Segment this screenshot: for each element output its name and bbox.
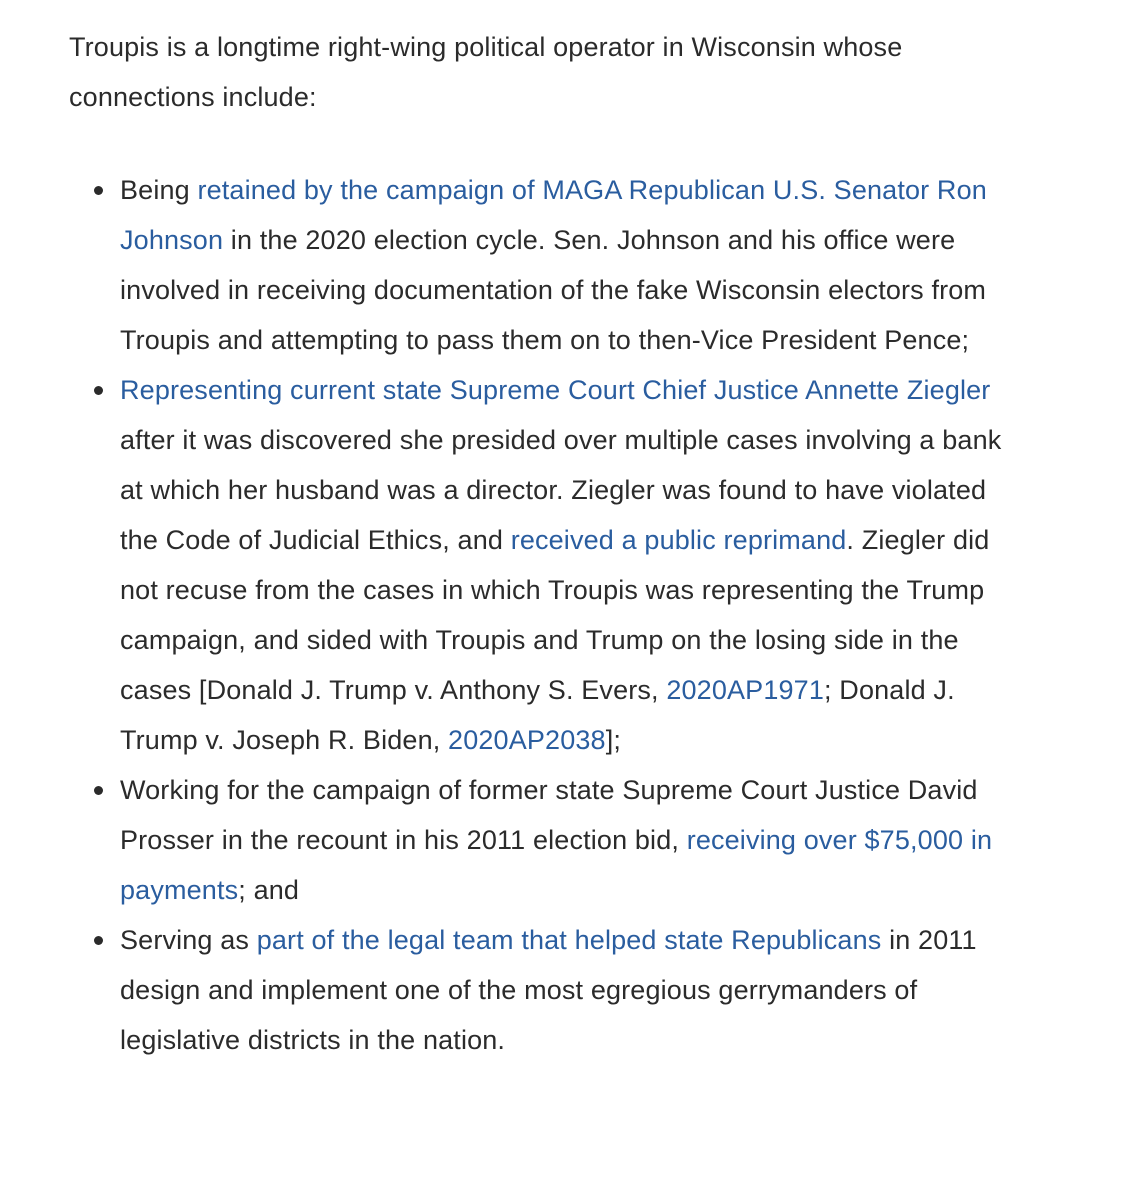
inline-link[interactable]: received a public reprimand — [510, 525, 847, 555]
list-item-text — [120, 365, 1030, 765]
text-segment: after it was discovered she presided over multiple cases involving a bank at which her husband was a director. Ziegler was found to have violated the Code of Judicial Ethics, and — [120, 425, 1002, 555]
text-segment: ; and — [238, 875, 300, 905]
text-segment: Serving as — [120, 925, 257, 955]
inline-link[interactable]: 2020AP2038 — [448, 725, 606, 755]
list-item — [69, 915, 1069, 1065]
connections-list — [69, 165, 1069, 1065]
text-segment: ; Donald J. Trump v. Joseph R. Biden, — [120, 675, 955, 755]
list-item-text — [120, 765, 1030, 915]
list-item-text — [120, 165, 1030, 365]
list-item-text — [120, 915, 1030, 1065]
list-item — [69, 365, 1069, 765]
intro-paragraph: Troupis is a longtime right-wing political operator in Wisconsin whose connections include: — [69, 32, 903, 112]
bullet-icon — [94, 186, 103, 195]
text-segment: Working for the campaign of former state Supreme Court Justice David Prosser in the recount in his 2011 election bid, — [120, 775, 978, 855]
bullet-icon — [94, 386, 103, 395]
text-segment: in 2011 design and implement one of the most egregious gerrymanders of legislative districts in the nation. — [120, 925, 977, 1055]
article-body — [69, 22, 1069, 1065]
bullet-icon — [94, 786, 103, 795]
text-segment: . Ziegler did not recuse from the cases in which Troupis was representing the Trump campaign, and sided with Troupis and Trump on the losing side in the cases [Donald J. Trump v. Anthony S. Evers, — [120, 525, 990, 705]
text-segment: ]; — [605, 725, 622, 755]
bullet-icon — [94, 936, 103, 945]
list-item — [69, 765, 1069, 915]
list-item — [69, 165, 1069, 365]
inline-link[interactable]: 2020AP1971 — [666, 675, 824, 705]
text-segment: Being — [120, 175, 198, 205]
inline-link[interactable]: retained by the campaign of MAGA Republican U.S. Senator Ron Johnson — [120, 175, 987, 255]
inline-link[interactable]: receiving over $75,000 in payments — [120, 825, 993, 905]
inline-link[interactable]: Representing current state Supreme Court Chief Justice Annette Ziegler — [120, 375, 991, 405]
inline-link[interactable]: part of the legal team that helped state Republicans — [256, 925, 882, 955]
text-segment: in the 2020 election cycle. Sen. Johnson and his office were involved in receiving documentation of the fake Wisconsin electors from Troupis and attempting to pass them on to then-Vice President Pence; — [120, 225, 987, 355]
